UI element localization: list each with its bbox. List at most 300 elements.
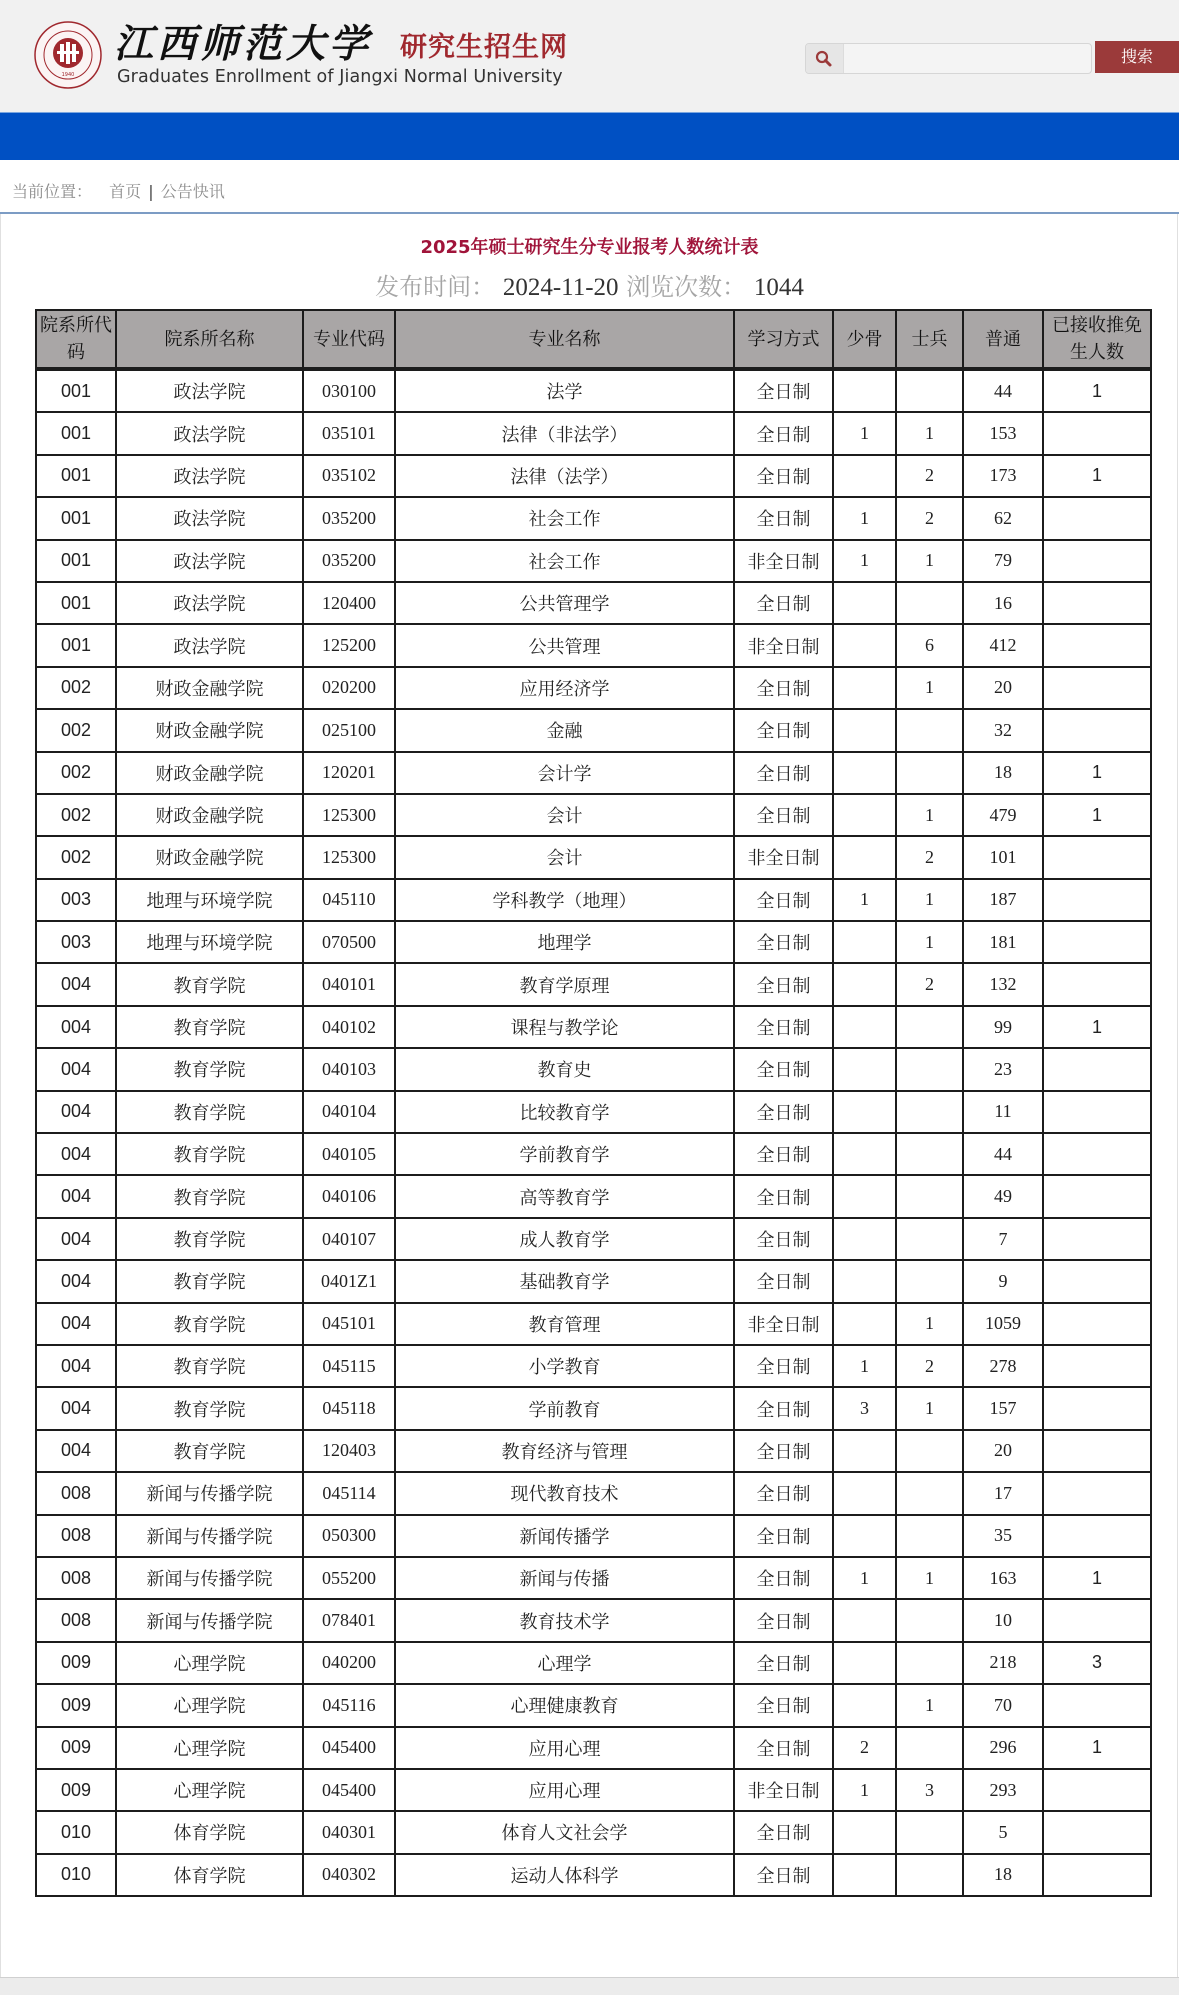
cell-soldier-count: [896, 1260, 963, 1302]
cell-major-code: 125300: [303, 836, 395, 878]
cell-dept-name: 财政金融学院: [116, 709, 303, 751]
cell-study-mode: 全日制: [734, 1430, 833, 1472]
cell-recommended-count: [1043, 1048, 1151, 1090]
cell-dept-code: 001: [36, 412, 116, 454]
table-body: [36, 369, 1151, 1896]
applicants-stats-table: [35, 309, 1152, 1897]
cell-minority-count: [833, 752, 896, 794]
table-row: [36, 1811, 1151, 1853]
divider: [0, 212, 1179, 214]
cell-dept-code: 001: [36, 624, 116, 666]
cell-recommended-count: [1043, 1854, 1151, 1896]
cell-dept-name: 财政金融学院: [116, 794, 303, 836]
cell-recommended-count: [1043, 1218, 1151, 1260]
cell-major-name: 教育管理: [395, 1303, 734, 1345]
cell-study-mode: 全日制: [734, 1260, 833, 1302]
cell-dept-code: 008: [36, 1515, 116, 1557]
cell-regular-count: 181: [963, 921, 1043, 963]
cell-study-mode: 全日制: [734, 1515, 833, 1557]
col-soldier: 士兵: [896, 310, 963, 369]
cell-regular-count: 479: [963, 794, 1043, 836]
cell-major-code: 040105: [303, 1133, 395, 1175]
cell-minority-count: [833, 1472, 896, 1514]
cell-study-mode: 全日制: [734, 1091, 833, 1133]
cell-soldier-count: [896, 1599, 963, 1641]
cell-minority-count: [833, 1091, 896, 1133]
cell-regular-count: 9: [963, 1260, 1043, 1302]
cell-study-mode: 全日制: [734, 1175, 833, 1217]
table-row: [36, 709, 1151, 751]
col-minority: 少骨: [833, 310, 896, 369]
col-dept-code: 院系所代码: [36, 310, 116, 369]
table-row: [36, 1133, 1151, 1175]
cell-major-code: 040107: [303, 1218, 395, 1260]
cell-soldier-count: [896, 1430, 963, 1472]
cell-regular-count: 101: [963, 836, 1043, 878]
table-row: [36, 582, 1151, 624]
cell-regular-count: 132: [963, 963, 1043, 1005]
cell-dept-name: 政法学院: [116, 455, 303, 497]
cell-dept-name: 政法学院: [116, 412, 303, 454]
cell-dept-name: 体育学院: [116, 1811, 303, 1853]
cell-minority-count: [833, 1175, 896, 1217]
cell-study-mode: 全日制: [734, 497, 833, 539]
cell-recommended-count: [1043, 1091, 1151, 1133]
table-row: [36, 1472, 1151, 1514]
cell-regular-count: 23: [963, 1048, 1043, 1090]
cell-minority-count: [833, 667, 896, 709]
cell-minority-count: [833, 1515, 896, 1557]
cell-major-name: 心理学: [395, 1642, 734, 1684]
cell-minority-count: [833, 1303, 896, 1345]
cell-recommended-count: [1043, 412, 1151, 454]
cell-dept-code: 002: [36, 794, 116, 836]
col-major-code: 专业代码: [303, 310, 395, 369]
table-row: [36, 1599, 1151, 1641]
table-row: [36, 1218, 1151, 1260]
cell-regular-count: 17: [963, 1472, 1043, 1514]
cell-regular-count: 412: [963, 624, 1043, 666]
cell-dept-name: 财政金融学院: [116, 667, 303, 709]
cell-major-code: 040103: [303, 1048, 395, 1090]
cell-dept-code: 002: [36, 709, 116, 751]
cell-major-code: 040302: [303, 1854, 395, 1896]
cell-major-name: 学前教育: [395, 1387, 734, 1429]
cell-dept-name: 教育学院: [116, 1133, 303, 1175]
cell-dept-name: 体育学院: [116, 1854, 303, 1896]
cell-study-mode: 全日制: [734, 752, 833, 794]
cell-study-mode: 全日制: [734, 412, 833, 454]
table-row: [36, 540, 1151, 582]
cell-study-mode: 非全日制: [734, 1303, 833, 1345]
cell-regular-count: 44: [963, 1133, 1043, 1175]
cell-dept-code: 004: [36, 1218, 116, 1260]
cell-dept-code: 010: [36, 1811, 116, 1853]
cell-dept-code: 004: [36, 1048, 116, 1090]
cell-major-name: 体育人文社会学: [395, 1811, 734, 1853]
cell-regular-count: 10: [963, 1599, 1043, 1641]
cell-minority-count: [833, 709, 896, 751]
cell-major-code: 035200: [303, 497, 395, 539]
site-title-en: Graduates Enrollment of Jiangxi Normal University: [117, 67, 563, 87]
cell-minority-count: 1: [833, 540, 896, 582]
cell-dept-code: 010: [36, 1854, 116, 1896]
cell-dept-name: 教育学院: [116, 1430, 303, 1472]
cell-major-name: 成人教育学: [395, 1218, 734, 1260]
cell-dept-code: 004: [36, 1387, 116, 1429]
cell-regular-count: 35: [963, 1515, 1043, 1557]
cell-study-mode: 全日制: [734, 1345, 833, 1387]
cell-dept-code: 009: [36, 1769, 116, 1811]
cell-study-mode: 全日制: [734, 1048, 833, 1090]
cell-major-code: 040301: [303, 1811, 395, 1853]
cell-major-code: 035200: [303, 540, 395, 582]
cell-recommended-count: 1: [1043, 1557, 1151, 1599]
site-header: [0, 0, 1179, 112]
table-row: [36, 794, 1151, 836]
cell-dept-code: 001: [36, 369, 116, 412]
cell-recommended-count: [1043, 1260, 1151, 1302]
cell-major-name: 基础教育学: [395, 1260, 734, 1302]
cell-recommended-count: [1043, 582, 1151, 624]
table-row: [36, 1006, 1151, 1048]
breadcrumb-label: 当前位置：: [12, 182, 93, 201]
cell-recommended-count: 1: [1043, 1727, 1151, 1769]
table-row: [36, 1048, 1151, 1090]
cell-recommended-count: [1043, 879, 1151, 921]
cell-study-mode: 全日制: [734, 1006, 833, 1048]
cell-recommended-count: [1043, 1599, 1151, 1641]
cell-dept-name: 教育学院: [116, 1006, 303, 1048]
cell-major-code: 035102: [303, 455, 395, 497]
cell-soldier-count: 1: [896, 879, 963, 921]
table-row: [36, 1303, 1151, 1345]
cell-major-name: 法律（非法学）: [395, 412, 734, 454]
cell-regular-count: 11: [963, 1091, 1043, 1133]
cell-major-name: 新闻传播学: [395, 1515, 734, 1557]
cell-minority-count: 1: [833, 1769, 896, 1811]
cell-major-code: 040101: [303, 963, 395, 1005]
cell-major-name: 会计: [395, 836, 734, 878]
cell-recommended-count: [1043, 921, 1151, 963]
cell-recommended-count: 1: [1043, 752, 1151, 794]
cell-regular-count: 187: [963, 879, 1043, 921]
search-button[interactable]: 搜索: [1095, 41, 1179, 73]
cell-study-mode: 全日制: [734, 963, 833, 1005]
publish-label: 发布时间：: [375, 273, 496, 301]
cell-dept-code: 001: [36, 540, 116, 582]
col-regular: 普通: [963, 310, 1043, 369]
cell-major-code: 045116: [303, 1684, 395, 1726]
cell-dept-name: 教育学院: [116, 1387, 303, 1429]
cell-dept-name: 教育学院: [116, 1091, 303, 1133]
cell-regular-count: 1059: [963, 1303, 1043, 1345]
cell-minority-count: [833, 1430, 896, 1472]
cell-major-name: 地理学: [395, 921, 734, 963]
cell-major-code: 045400: [303, 1727, 395, 1769]
cell-minority-count: [833, 921, 896, 963]
cell-minority-count: [833, 1854, 896, 1896]
svg-text:1940: 1940: [61, 72, 75, 78]
cell-study-mode: 全日制: [734, 1642, 833, 1684]
cell-regular-count: 296: [963, 1727, 1043, 1769]
cell-major-name: 学科教学（地理）: [395, 879, 734, 921]
table-row: [36, 1345, 1151, 1387]
table-row: [36, 879, 1151, 921]
cell-study-mode: 全日制: [734, 455, 833, 497]
table-row: [36, 963, 1151, 1005]
cell-regular-count: 218: [963, 1642, 1043, 1684]
table-row: [36, 921, 1151, 963]
cell-major-code: 035101: [303, 412, 395, 454]
cell-major-name: 公共管理学: [395, 582, 734, 624]
cell-regular-count: 20: [963, 1430, 1043, 1472]
cell-major-code: 045101: [303, 1303, 395, 1345]
table-row: [36, 667, 1151, 709]
cell-recommended-count: [1043, 1303, 1151, 1345]
views-label: 浏览次数：: [626, 273, 747, 301]
cell-minority-count: [833, 1218, 896, 1260]
cell-study-mode: 全日制: [734, 879, 833, 921]
cell-major-name: 运动人体科学: [395, 1854, 734, 1896]
col-major-name: 专业名称: [395, 310, 734, 369]
cell-dept-name: 新闻与传播学院: [116, 1472, 303, 1514]
table-row: [36, 369, 1151, 412]
cell-dept-code: 009: [36, 1727, 116, 1769]
cell-regular-count: 79: [963, 540, 1043, 582]
cell-dept-code: 004: [36, 963, 116, 1005]
cell-major-code: 125200: [303, 624, 395, 666]
cell-soldier-count: 1: [896, 1557, 963, 1599]
cell-major-code: 045115: [303, 1345, 395, 1387]
cell-regular-count: 163: [963, 1557, 1043, 1599]
cell-major-code: 125300: [303, 794, 395, 836]
cell-dept-name: 教育学院: [116, 1048, 303, 1090]
cell-dept-name: 财政金融学院: [116, 752, 303, 794]
breadcrumb-news-link[interactable]: 公告快讯: [160, 182, 225, 201]
cell-study-mode: 全日制: [734, 1387, 833, 1429]
cell-study-mode: 全日制: [734, 582, 833, 624]
cell-regular-count: 293: [963, 1769, 1043, 1811]
cell-dept-name: 新闻与传播学院: [116, 1599, 303, 1641]
cell-major-name: 教育学原理: [395, 963, 734, 1005]
col-recommended: 已接收推免生人数: [1043, 310, 1151, 369]
cell-study-mode: 全日制: [734, 1472, 833, 1514]
cell-regular-count: 62: [963, 497, 1043, 539]
cell-major-name: 公共管理: [395, 624, 734, 666]
table-row: [36, 1515, 1151, 1557]
main-nav-bar: [0, 112, 1179, 160]
cell-minority-count: [833, 1048, 896, 1090]
cell-recommended-count: [1043, 709, 1151, 751]
cell-major-name: 法律（法学）: [395, 455, 734, 497]
cell-dept-code: 009: [36, 1642, 116, 1684]
cell-dept-name: 心理学院: [116, 1769, 303, 1811]
publish-date: 2024-11-20: [502, 274, 619, 301]
cell-study-mode: 全日制: [734, 1811, 833, 1853]
table-row: [36, 1175, 1151, 1217]
cell-major-name: 教育史: [395, 1048, 734, 1090]
cell-dept-name: 教育学院: [116, 1303, 303, 1345]
cell-study-mode: 全日制: [734, 794, 833, 836]
table-row: [36, 624, 1151, 666]
site-subtitle: 研究生招生网: [400, 32, 568, 63]
cell-soldier-count: 1: [896, 794, 963, 836]
university-seal-icon[interactable]: [33, 20, 103, 90]
cell-recommended-count: [1043, 497, 1151, 539]
cell-minority-count: [833, 1260, 896, 1302]
cell-major-code: 045400: [303, 1769, 395, 1811]
cell-major-code: 040104: [303, 1091, 395, 1133]
cell-dept-name: 新闻与传播学院: [116, 1515, 303, 1557]
content-border-right: [1177, 214, 1178, 1994]
cell-soldier-count: 2: [896, 497, 963, 539]
browser-bottom-bar: [0, 1977, 1179, 1995]
cell-dept-name: 政法学院: [116, 624, 303, 666]
cell-major-code: 050300: [303, 1515, 395, 1557]
cell-recommended-count: [1043, 667, 1151, 709]
cell-recommended-count: [1043, 1345, 1151, 1387]
cell-dept-name: 政法学院: [116, 497, 303, 539]
cell-recommended-count: 1: [1043, 369, 1151, 412]
table-row: [36, 1727, 1151, 1769]
cell-soldier-count: [896, 1515, 963, 1557]
cell-recommended-count: [1043, 1769, 1151, 1811]
cell-dept-name: 心理学院: [116, 1727, 303, 1769]
cell-dept-code: 004: [36, 1430, 116, 1472]
cell-dept-code: 003: [36, 921, 116, 963]
cell-major-name: 会计学: [395, 752, 734, 794]
col-dept-name: 院系所名称: [116, 310, 303, 369]
cell-major-code: 030100: [303, 369, 395, 412]
cell-dept-name: 新闻与传播学院: [116, 1557, 303, 1599]
cell-major-code: 045118: [303, 1387, 395, 1429]
cell-regular-count: 20: [963, 667, 1043, 709]
cell-major-name: 比较教育学: [395, 1091, 734, 1133]
cell-dept-code: 002: [36, 836, 116, 878]
cell-major-code: 040102: [303, 1006, 395, 1048]
cell-recommended-count: [1043, 1515, 1151, 1557]
article-meta: [0, 271, 1179, 304]
search-icon-container: [806, 44, 844, 73]
cell-study-mode: 全日制: [734, 1599, 833, 1641]
cell-soldier-count: [896, 1642, 963, 1684]
cell-major-code: 020200: [303, 667, 395, 709]
cell-minority-count: [833, 582, 896, 624]
table-row: [36, 1684, 1151, 1726]
cell-study-mode: 全日制: [734, 1854, 833, 1896]
cell-dept-code: 004: [36, 1345, 116, 1387]
cell-recommended-count: [1043, 1133, 1151, 1175]
cell-recommended-count: [1043, 1387, 1151, 1429]
cell-regular-count: 18: [963, 752, 1043, 794]
breadcrumb-home-link[interactable]: 首页: [109, 182, 142, 201]
cell-regular-count: 99: [963, 1006, 1043, 1048]
search-icon: [806, 44, 843, 73]
table-row: [36, 1260, 1151, 1302]
cell-major-name: 应用心理: [395, 1727, 734, 1769]
cell-regular-count: 49: [963, 1175, 1043, 1217]
cell-dept-code: 002: [36, 752, 116, 794]
cell-minority-count: [833, 836, 896, 878]
cell-study-mode: 非全日制: [734, 1769, 833, 1811]
cell-recommended-count: [1043, 624, 1151, 666]
cell-soldier-count: 1: [896, 921, 963, 963]
cell-soldier-count: 2: [896, 1345, 963, 1387]
cell-regular-count: 70: [963, 1684, 1043, 1726]
content-border-left: [0, 214, 1, 1994]
search-input[interactable]: [844, 44, 1089, 73]
cell-major-name: 法学: [395, 369, 734, 412]
cell-minority-count: 1: [833, 1557, 896, 1599]
cell-major-name: 心理健康教育: [395, 1684, 734, 1726]
cell-regular-count: 44: [963, 369, 1043, 412]
cell-minority-count: 3: [833, 1387, 896, 1429]
cell-dept-name: 心理学院: [116, 1642, 303, 1684]
cell-major-code: 120400: [303, 582, 395, 624]
search-box: [805, 43, 1092, 74]
cell-dept-name: 政法学院: [116, 540, 303, 582]
cell-study-mode: 全日制: [734, 709, 833, 751]
cell-study-mode: 全日制: [734, 667, 833, 709]
cell-recommended-count: [1043, 540, 1151, 582]
table-row: [36, 412, 1151, 454]
table-row: [36, 1091, 1151, 1133]
cell-soldier-count: 2: [896, 455, 963, 497]
table-row: [36, 1769, 1151, 1811]
cell-minority-count: 2: [833, 1727, 896, 1769]
breadcrumb-separator: |: [148, 182, 154, 201]
cell-major-code: 078401: [303, 1599, 395, 1641]
cell-regular-count: 7: [963, 1218, 1043, 1260]
cell-soldier-count: [896, 1091, 963, 1133]
cell-minority-count: [833, 455, 896, 497]
cell-study-mode: 全日制: [734, 1684, 833, 1726]
cell-dept-name: 地理与环境学院: [116, 879, 303, 921]
cell-regular-count: 18: [963, 1854, 1043, 1896]
cell-recommended-count: [1043, 836, 1151, 878]
cell-recommended-count: 1: [1043, 1006, 1151, 1048]
cell-regular-count: 5: [963, 1811, 1043, 1853]
cell-soldier-count: 6: [896, 624, 963, 666]
table-row: [36, 752, 1151, 794]
cell-soldier-count: 1: [896, 540, 963, 582]
cell-regular-count: 157: [963, 1387, 1043, 1429]
cell-major-name: 小学教育: [395, 1345, 734, 1387]
cell-major-name: 教育技术学: [395, 1599, 734, 1641]
cell-soldier-count: [896, 369, 963, 412]
cell-dept-name: 教育学院: [116, 963, 303, 1005]
cell-soldier-count: 1: [896, 667, 963, 709]
cell-major-name: 金融: [395, 709, 734, 751]
cell-dept-code: 008: [36, 1472, 116, 1514]
table-header-row: [36, 310, 1151, 369]
cell-minority-count: [833, 1599, 896, 1641]
cell-recommended-count: 3: [1043, 1642, 1151, 1684]
cell-soldier-count: 1: [896, 1684, 963, 1726]
cell-major-code: 025100: [303, 709, 395, 751]
cell-dept-code: 001: [36, 497, 116, 539]
cell-dept-code: 001: [36, 582, 116, 624]
cell-regular-count: 173: [963, 455, 1043, 497]
cell-major-code: 0401Z1: [303, 1260, 395, 1302]
cell-minority-count: [833, 794, 896, 836]
cell-soldier-count: [896, 1218, 963, 1260]
cell-soldier-count: [896, 752, 963, 794]
cell-major-name: 高等教育学: [395, 1175, 734, 1217]
cell-minority-count: 1: [833, 412, 896, 454]
table-row: [36, 1854, 1151, 1896]
